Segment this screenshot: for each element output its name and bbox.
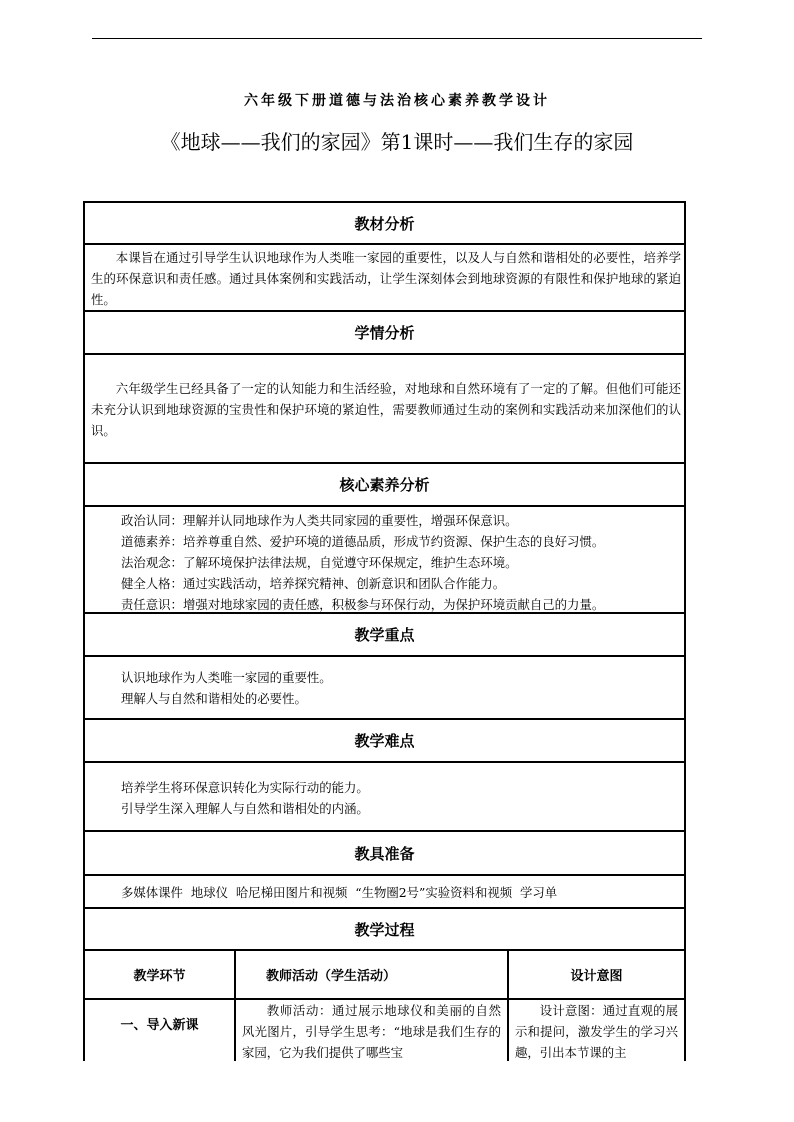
section-heading-difficulties: 教学难点 [85,720,684,763]
section-body-difficulties [85,763,684,832]
section-heading-materials: 教具准备 [85,832,684,876]
process-row-teacher [236,1000,509,1061]
process-column-intent: 设计意图 [509,951,684,1000]
difficulty-item: 引导学生深入理解人与自然和谐相处的内涵。 [121,801,369,816]
section-body-students [85,355,684,464]
section-body-textbook [85,245,684,312]
section-heading-students: 学情分析 [85,312,684,355]
document-title: 六年级下册道德与法治核心素养教学设计 [244,93,550,109]
literacy-item: 健全人格：通过实践活动，培养探究精神、创新意识和团队合作能力。 [121,576,506,591]
literacy-item: 法治观念：了解环境保护法律法规，自觉遵守环保规定，维护生态环境。 [121,555,518,570]
section-body-key-points [85,657,684,720]
difficulty-item: 培养学生将环保意识转化为实际行动的能力。 [121,780,369,795]
lesson-plan-table [83,201,686,1061]
process-row-stage [85,1000,236,1061]
stage-name: 一、导入新课 [120,1018,199,1033]
textbook-analysis-text: 本课旨在通过引导学生认识地球作为人类唯一家园的重要性，以及人与自然和谐相处的必要性，培养学生的环保意识和责任感。通过具体案例和实践活动，让学生深刻体会到地球资源的有限性和保护地球的紧迫性。 [91,250,681,307]
process-column-teacher: 教师活动（学生活动） [236,951,509,1000]
materials-list: 多媒体课件 地球仪 哈尼梯田图片和视频 “生物圈2号”实验资料和视频 学习单 [121,885,558,900]
section-heading-process: 教学过程 [85,909,684,951]
literacy-item: 责任意识：增强对地球家园的责任感，积极参与环保行动，为保护环境贡献自己的力量。 [121,597,605,612]
student-analysis-text: 六年级学生已经具备了一定的认知能力和生活经验，对地球和自然环境有了一定的了解。但他们可能还未充分认识到地球资源的宝贵性和保护环境的紧迫性，需要教师通过生动的案例和实践活动来加深他们的认识。 [91,381,681,438]
header-rule [92,38,702,39]
process-column-stage: 教学环节 [85,951,236,1000]
section-body-materials [85,876,684,909]
process-row-intent [509,1000,684,1061]
key-point-item: 认识地球作为人类唯一家园的重要性。 [121,670,332,685]
section-heading-key-points: 教学重点 [85,614,684,657]
teacher-activity-text: 教师活动：通过展示地球仪和美丽的自然风光图片，引导学生思考：“地球是我们生存的家园，它为我们提供了哪些宝 [242,1003,501,1060]
literacy-item: 政治认同：理解并认同地球作为人类共同家园的重要性，增强环保意识。 [121,513,518,528]
design-intent-text: 设计意图：通过直观的展示和提问，激发学生的学习兴趣，引出本节课的主 [515,1003,678,1060]
section-heading-textbook: 教材分析 [85,203,684,245]
section-body-literacy [85,507,684,614]
literacy-item: 道德素养：培养尊重自然、爱护环境的道德品质，形成节约资源、保护生态的良好习惯。 [121,534,605,549]
lesson-subtitle: 《地球——我们的家园》第1课时——我们生存的家园 [160,130,634,154]
section-heading-literacy: 核心素养分析 [85,464,684,507]
key-point-item: 理解人与自然和谐相处的必要性。 [121,691,307,706]
